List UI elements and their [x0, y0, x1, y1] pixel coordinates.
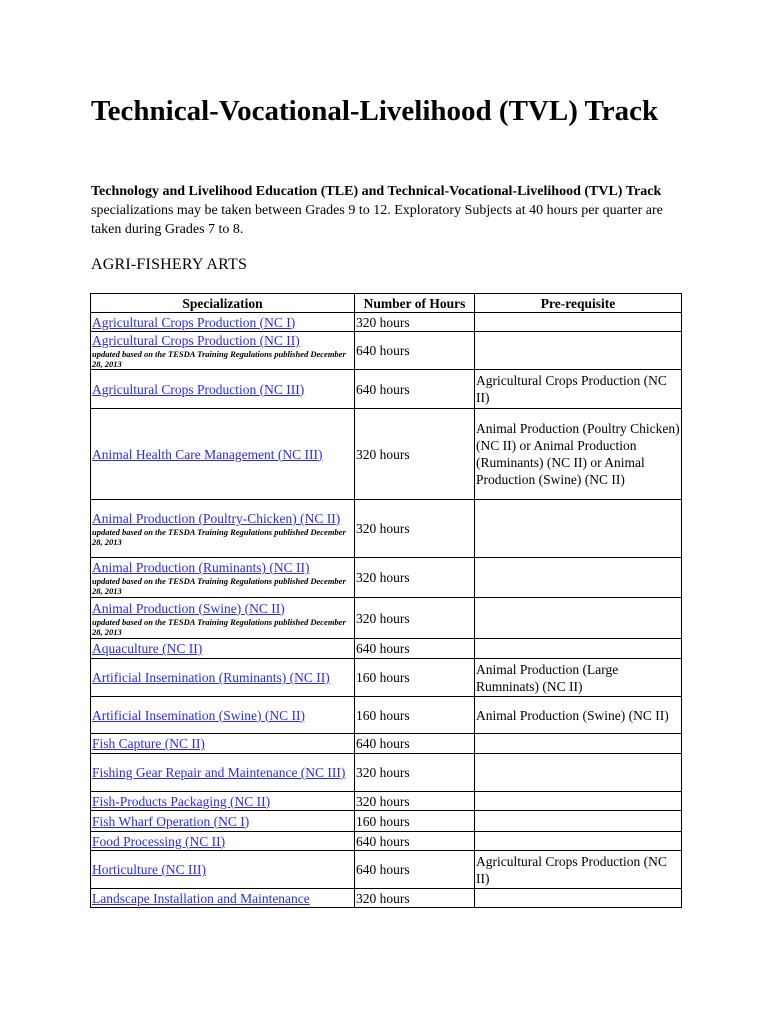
specialization-link[interactable]: Agricultural Crops Production (NC I) [92, 314, 296, 330]
hours-cell: 640 hours [355, 851, 475, 889]
header-number-of-hours: Number of Hours [355, 294, 475, 313]
table-header-row [91, 294, 682, 313]
prerequisite-cell [475, 832, 682, 851]
specialization-link[interactable]: Fish Wharf Operation (NC I) [92, 813, 250, 829]
intro-paragraph [91, 182, 681, 239]
table-row [91, 832, 682, 851]
specialization-cell [91, 832, 355, 851]
specialization-link[interactable]: Animal Production (Swine) (NC II) [92, 600, 285, 616]
table-row [91, 734, 682, 754]
table-row [91, 851, 682, 889]
table-row [91, 370, 682, 409]
table-row [91, 500, 682, 558]
specialization-note: updated based on the TESDA Training Regulations published December 28, 2013 [92, 349, 346, 369]
specialization-link[interactable]: Fishing Gear Repair and Maintenance (NC III) [92, 765, 346, 780]
hours-cell: 160 hours [355, 811, 475, 832]
specialization-cell [91, 639, 355, 659]
hours-cell: 320 hours [355, 558, 475, 598]
specialization-link[interactable]: Landscape Installation and Maintenance [92, 890, 310, 906]
prerequisite-cell [475, 734, 682, 754]
prerequisite-cell: Animal Production (Large Rumninats) (NC II) [475, 659, 682, 697]
hours-cell: 320 hours [355, 598, 475, 639]
specialization-cell [91, 811, 355, 832]
specialization-cell [91, 889, 355, 908]
hours-cell: 160 hours [355, 697, 475, 734]
prerequisite-cell [475, 811, 682, 832]
specialization-link[interactable]: Animal Production (Poultry-Chicken) (NC II) [92, 511, 341, 526]
document-page [91, 94, 681, 906]
intro-rest-text: specializations may be taken between Grades 9 to 12. Exploratory Subjects at 40 hours per quarter are taken during Grades 7 to 8. [91, 203, 663, 237]
specialization-link[interactable]: Agricultural Crops Production (NC III) [92, 381, 305, 397]
specialization-cell [91, 659, 355, 697]
section-title: AGRI-FISHERY ARTS [91, 256, 248, 273]
table-row [91, 409, 682, 500]
specialization-link[interactable]: Fish-Products Packaging (NC II) [92, 793, 271, 809]
specialization-cell [91, 332, 355, 370]
intro-bold-text: Technology and Livelihood Education (TLE) and Technical-Vocational-Livelihood (TVL) Track [91, 184, 662, 199]
specialization-link[interactable]: Agricultural Crops Production (NC II) [92, 333, 300, 348]
table-row [91, 313, 682, 332]
specialization-cell [91, 370, 355, 409]
prerequisite-cell [475, 500, 682, 558]
header-pre-requisite: Pre-requisite [475, 294, 682, 313]
specialization-cell [91, 697, 355, 734]
table-row [91, 659, 682, 697]
specialization-cell [91, 851, 355, 889]
specialization-note: updated based on the TESDA Training Regulations published December 28, 2013 [92, 576, 346, 596]
specialization-table [90, 293, 682, 908]
specialization-cell [91, 409, 355, 500]
specialization-note: updated based on the TESDA Training Regulations published December 28, 2013 [92, 616, 346, 637]
hours-cell: 160 hours [355, 659, 475, 697]
specialization-link[interactable]: Animal Production (Ruminants) (NC II) [92, 560, 310, 575]
table-row [91, 889, 682, 908]
specialization-link[interactable]: Food Processing (NC II) [92, 833, 226, 849]
specialization-cell [91, 500, 355, 558]
hours-cell: 320 hours [355, 889, 475, 908]
specialization-cell [91, 792, 355, 811]
specialization-cell [91, 313, 355, 332]
specialization-cell [91, 598, 355, 639]
hours-cell: 640 hours [355, 832, 475, 851]
specialization-note: updated based on the TESDA Training Regulations published December 28, 2013 [92, 527, 346, 547]
prerequisite-cell: Agricultural Crops Production (NC II) [475, 370, 682, 409]
prerequisite-cell: Animal Production (Swine) (NC II) [475, 697, 682, 734]
prerequisite-cell [475, 889, 682, 908]
prerequisite-cell [475, 754, 682, 792]
hours-cell: 320 hours [355, 754, 475, 792]
hours-cell: 320 hours [355, 313, 475, 332]
specialization-cell [91, 754, 355, 792]
specialization-cell [91, 558, 355, 598]
prerequisite-cell: Agricultural Crops Production (NC II) [475, 851, 682, 889]
prerequisite-cell: Animal Production (Poultry Chicken) (NC II) or Animal Production (Ruminants) (NC II) or Animal Production (Swine) (NC II) [475, 409, 682, 500]
prerequisite-cell [475, 598, 682, 639]
prerequisite-cell [475, 332, 682, 370]
table-row [91, 558, 682, 598]
hours-cell: 320 hours [355, 792, 475, 811]
specialization-link[interactable]: Fish Capture (NC II) [92, 736, 205, 751]
table-row [91, 639, 682, 659]
specialization-cell [91, 734, 355, 754]
prerequisite-cell [475, 558, 682, 598]
prerequisite-cell [475, 313, 682, 332]
specialization-link[interactable]: Aquaculture (NC II) [92, 641, 203, 656]
hours-cell: 320 hours [355, 409, 475, 500]
table-row [91, 754, 682, 792]
specialization-link[interactable]: Animal Health Care Management (NC III) [92, 446, 323, 462]
table-row [91, 697, 682, 734]
specialization-link[interactable]: Artificial Insemination (Swine) (NC II) [92, 707, 305, 723]
specialization-link[interactable]: Artificial Insemination (Ruminants) (NC II) [92, 670, 330, 685]
hours-cell: 640 hours [355, 734, 475, 754]
hours-cell: 640 hours [355, 639, 475, 659]
table-body [91, 313, 682, 908]
table-row [91, 332, 682, 370]
prerequisite-cell [475, 792, 682, 811]
table-row [91, 811, 682, 832]
table-row [91, 598, 682, 639]
table-row [91, 792, 682, 811]
hours-cell: 320 hours [355, 500, 475, 558]
hours-cell: 640 hours [355, 332, 475, 370]
specialization-link[interactable]: Horticulture (NC III) [92, 862, 206, 877]
page-title: Technical-Vocational-Livelihood (TVL) Track [91, 95, 659, 127]
prerequisite-cell [475, 639, 682, 659]
hours-cell: 640 hours [355, 370, 475, 409]
header-specialization: Specialization [91, 294, 355, 313]
